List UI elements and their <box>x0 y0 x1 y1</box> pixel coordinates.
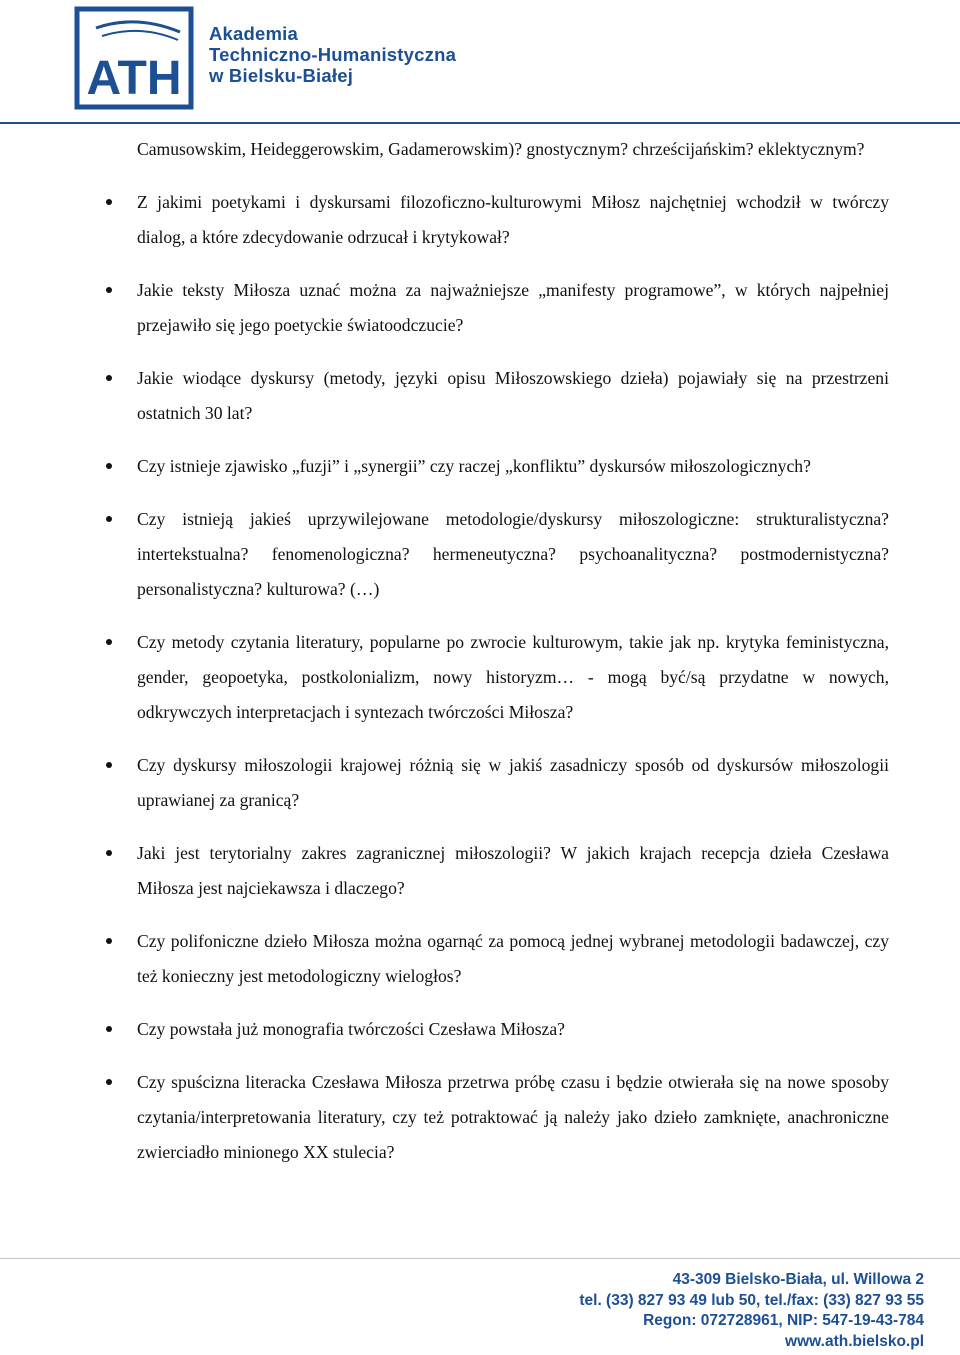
list-item <box>137 449 889 484</box>
question-text: Jaki jest terytorialny zakres zagranicznej miłoszologii? W jakich krajach recepcja dzieła Czesława Miłosza jest najciekawsza i dlaczego? <box>137 843 889 898</box>
bullet-icon <box>106 938 112 944</box>
bullet-icon <box>106 639 112 645</box>
bullet-icon <box>106 516 112 522</box>
list-item <box>137 502 889 607</box>
institution-line-3: w Bielsku-Białej <box>209 65 354 86</box>
question-list <box>137 185 889 1170</box>
question-text: Czy metody czytania literatury, popularne po zwrocie kulturowym, takie jak np. krytyka feministyczna, gender, geopoetyka, postkolonializm, nowy historyzm… - mogą być/są przydatne w nowych, odkrywczych interpretacjach i syntezach twórczości Miłosza? <box>137 632 889 722</box>
bullet-icon <box>106 375 112 381</box>
bullet-icon <box>106 463 112 469</box>
bullet-icon <box>106 1079 112 1085</box>
question-text: Czy istnieje zjawisko „fuzji” i „synergii” czy raczej „konfliktu” dyskursów miłoszologicznych? <box>137 456 811 476</box>
list-item <box>137 625 889 730</box>
bullet-icon <box>106 762 112 768</box>
document-body <box>137 132 889 1170</box>
question-text: Czy dyskursy miłoszologii krajowej różnią się w jakiś zasadniczy sposób od dyskursów miłoszologii uprawianej za granicą? <box>137 755 889 810</box>
list-item <box>137 185 889 255</box>
page-header <box>0 0 960 124</box>
question-text: Czy spuścizna literacka Czesława Miłosza przetrwa próbę czasu i będzie otwierała się na nowe sposoby czytania/interpretowania literatury, czy też potraktować ją należy jako dzieło zamknięte, anachroniczne zwierciadło minionego XX stulecia? <box>137 1072 889 1162</box>
institution-line-2: Techniczno-Humanistyczna <box>209 44 457 65</box>
logo-initials: ATH <box>86 52 182 105</box>
question-text: Jakie teksty Miłosza uznać można za najważniejsze „manifesty programowe”, w których najpełniej przejawiło się jego poetyckie światoodczucie? <box>137 280 889 335</box>
footer-address: 43-309 Bielsko-Biała, ul. Willowa 2 <box>672 1271 924 1288</box>
list-item <box>137 273 889 343</box>
header-divider <box>0 122 960 124</box>
ath-logo-icon <box>74 6 194 110</box>
intro-paragraph: Camusowskim, Heideggerowskim, Gadamerowskim)? gnostycznym? chrześcijańskim? eklektycznym? <box>137 139 865 159</box>
footer-divider <box>0 1258 960 1259</box>
question-text: Czy istnieją jakieś uprzywilejowane metodologie/dyskursy miłoszologiczne: strukturalistyczna? intertekstualna? fenomenologiczna? hermeneutyczna? psychoanalityczna? postmodernistyczna? personalistyczna? kulturowa? (…) <box>137 509 889 599</box>
list-item <box>137 1012 889 1047</box>
bullet-icon <box>106 199 112 205</box>
footer-ids: Regon: 072728961, NIP: 547-19-43-784 <box>643 1312 924 1329</box>
question-text: Czy powstała już monografia twórczości Czesława Miłosza? <box>137 1019 565 1039</box>
footer-website[interactable]: www.ath.bielsko.pl <box>785 1332 924 1350</box>
list-item <box>137 748 889 818</box>
question-text: Jakie wiodące dyskursy (metody, języki opisu Miłoszowskiego dzieła) pojawiały się na przestrzeni ostatnich 30 lat? <box>137 368 889 423</box>
bullet-icon <box>106 287 112 293</box>
list-item <box>137 361 889 431</box>
footer-phone: tel. (33) 827 93 49 lub 50, tel./fax: (33) 827 93 55 <box>579 1291 924 1309</box>
question-text: Z jakimi poetykami i dyskursami filozoficzno-kulturowymi Miłosz najchętniej wchodził w twórczy dialog, a które zdecydowanie odrzucał i krytykował? <box>137 192 889 247</box>
bullet-icon <box>106 1026 112 1032</box>
list-item <box>137 924 889 994</box>
institution-line-1: Akademia <box>209 23 299 44</box>
list-item <box>137 1065 889 1170</box>
bullet-icon <box>106 850 112 856</box>
page-footer <box>579 1270 924 1352</box>
institution-name <box>209 23 456 86</box>
question-text: Czy polifoniczne dzieło Miłosza można ogarnąć za pomocą jednej wybranej metodologii badawczej, czy też konieczny jest metodologiczny wielogłos? <box>137 931 889 986</box>
list-item <box>137 836 889 906</box>
